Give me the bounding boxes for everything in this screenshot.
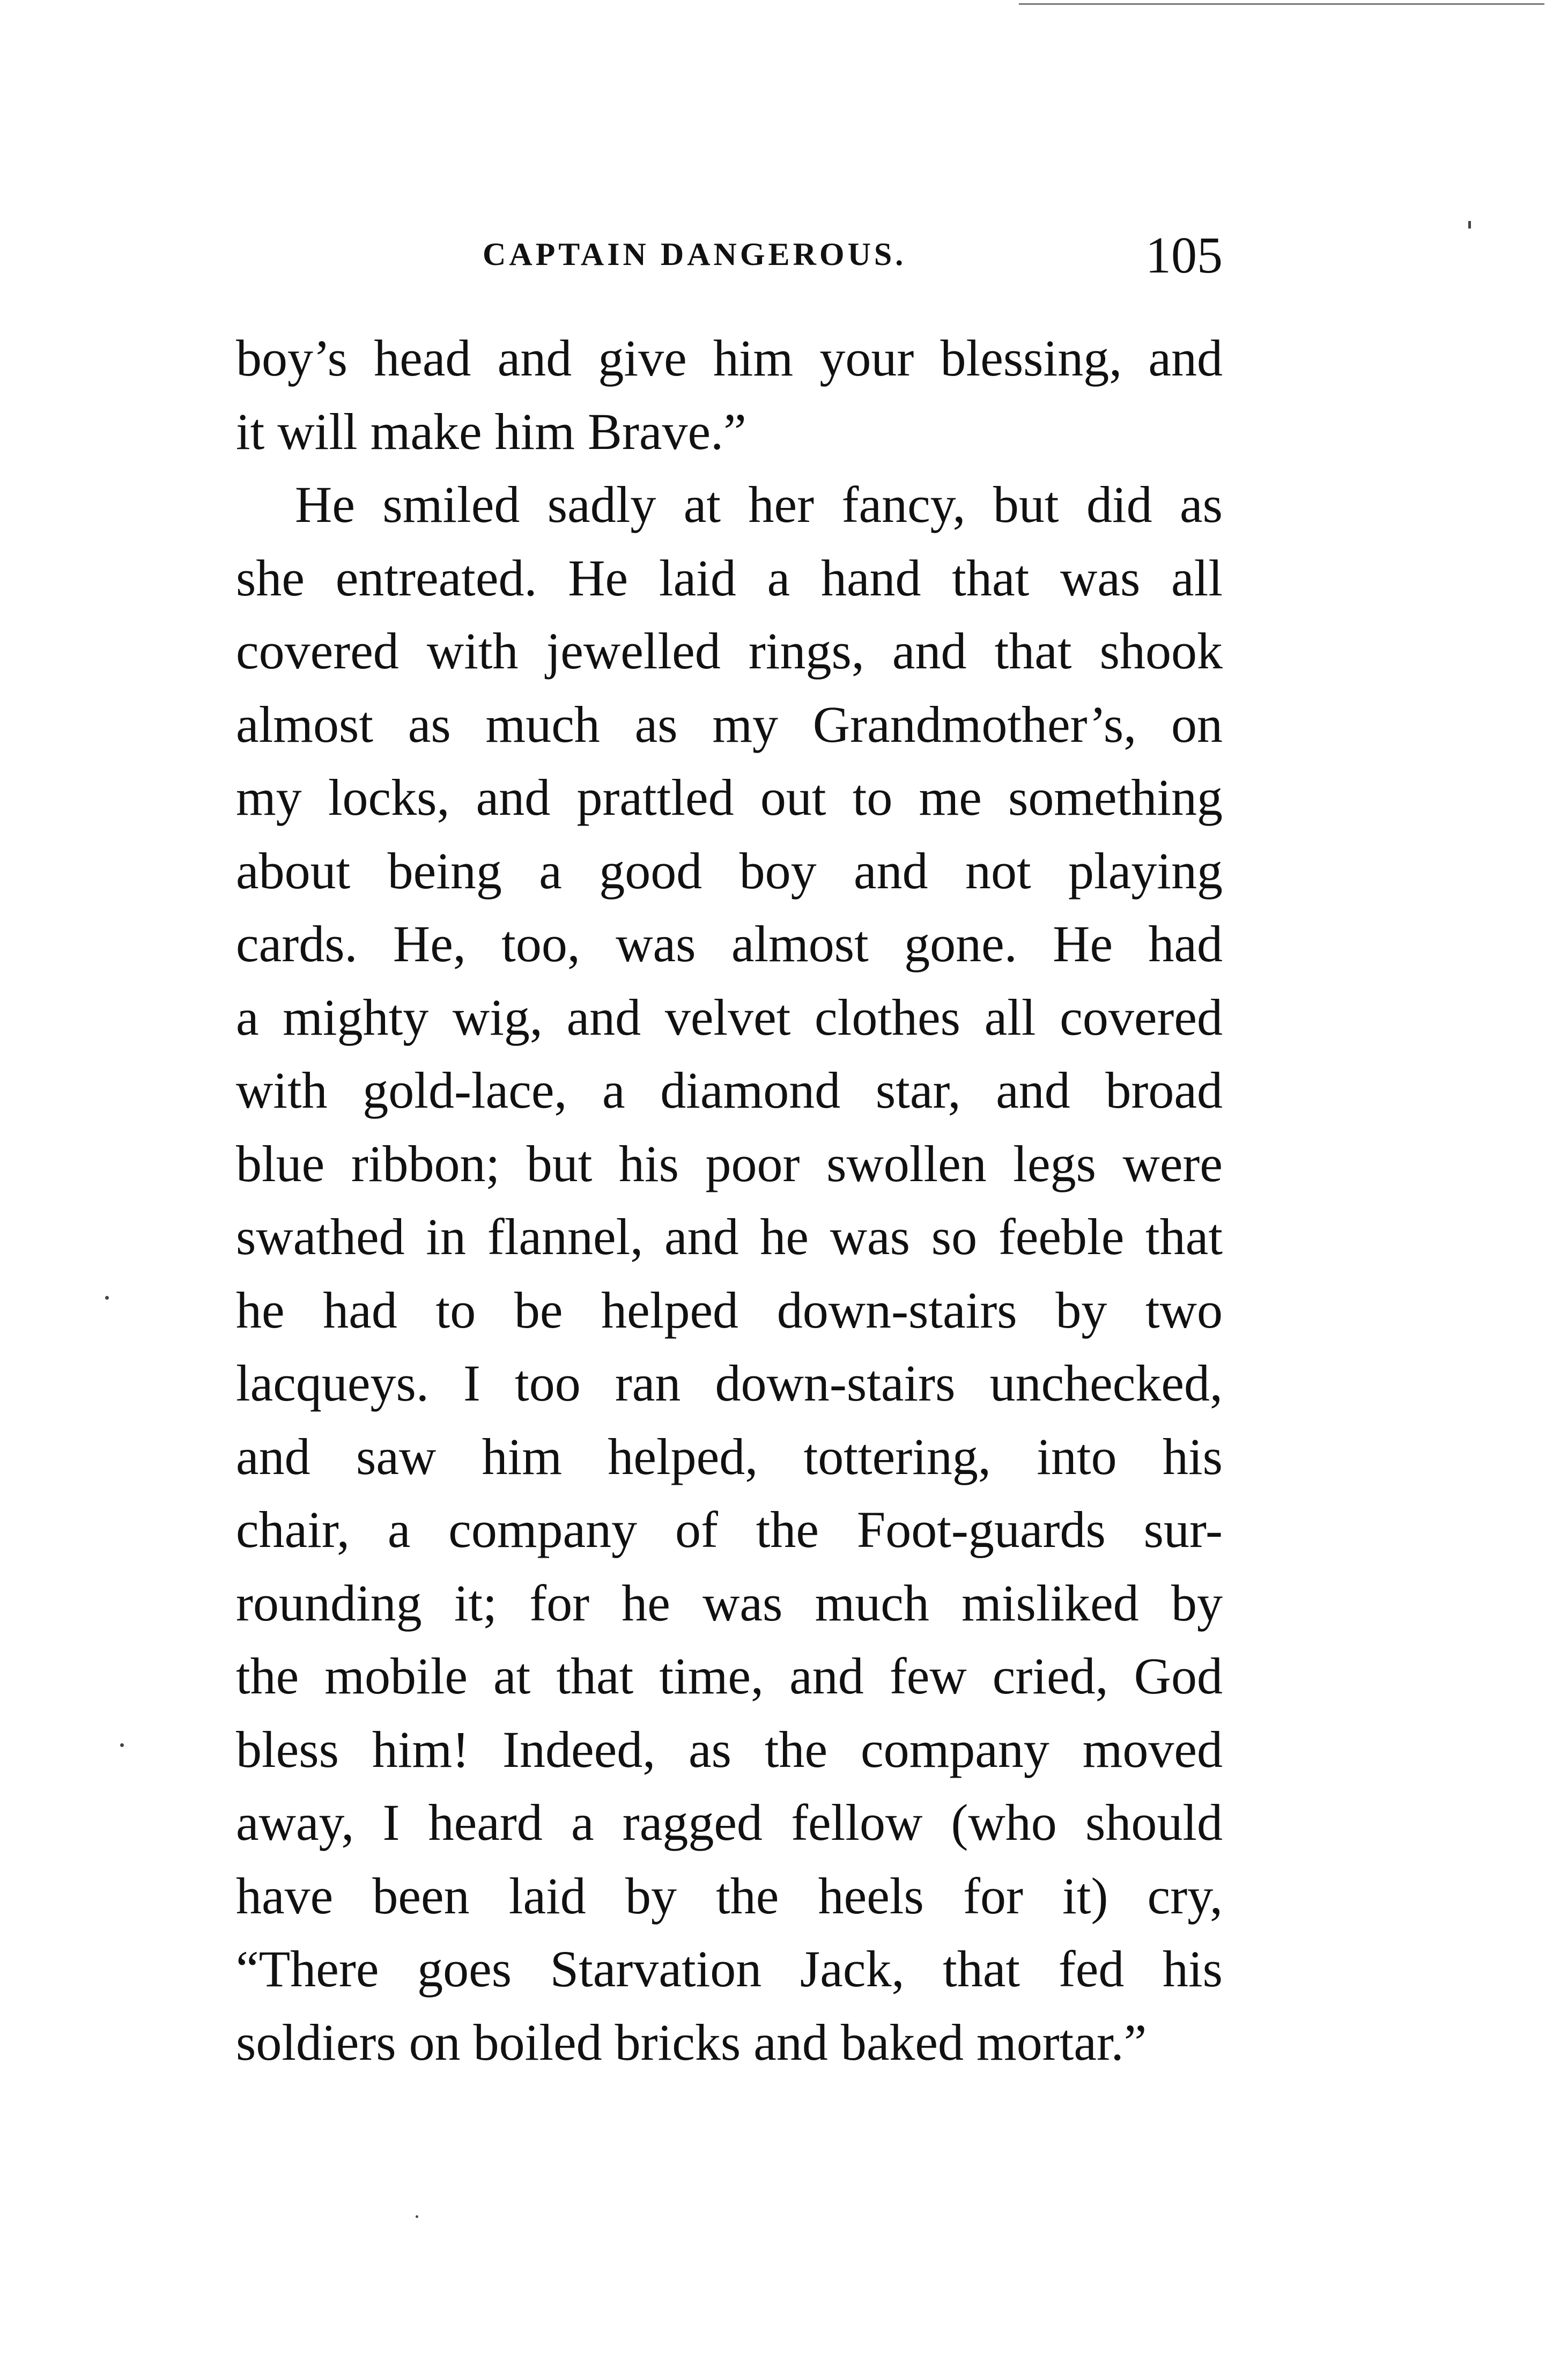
- text-line: bless him! Indeed, as the company moved: [236, 1720, 1223, 1778]
- page-number: 105: [1145, 226, 1223, 284]
- running-head: CAPTAIN DANGEROUS.: [483, 237, 907, 272]
- text-line: rounding it; for he was much misliked by: [236, 1574, 1223, 1632]
- text-line: swathed in flannel, and he was so feeble that: [236, 1208, 1223, 1265]
- text-line: my locks, and prattled out to me something: [236, 769, 1223, 826]
- scan-artifact-right: [1468, 221, 1471, 229]
- text-line: about being a good boy and not playing: [236, 842, 1223, 900]
- text-line: a mighty wig, and velvet clothes all covered: [236, 988, 1223, 1046]
- text-line: she entreated. He laid a hand that was all: [236, 549, 1223, 607]
- text-line: blue ribbon; but his poor swollen legs were: [236, 1134, 1223, 1192]
- text-line: have been laid by the heels for it) cry,: [236, 1867, 1223, 1925]
- text-line: “There goes Starvation Jack, that fed his: [236, 1940, 1223, 1998]
- text-line: boy’s head and give him your blessing, and: [236, 329, 1223, 387]
- text-line: cards. He, too, was almost gone. He had: [236, 915, 1223, 972]
- scan-artifact-dot-1: [105, 1296, 109, 1300]
- page-header: [236, 225, 1223, 290]
- text-line: the mobile at that time, and few cried, God: [236, 1647, 1223, 1705]
- text-line: with gold-lace, a diamond star, and broad: [236, 1062, 1223, 1119]
- scan-artifact-top: [1019, 3, 1544, 5]
- text-line: and saw him helped, tottering, into his: [236, 1427, 1223, 1485]
- text-line: covered with jewelled rings, and that shook: [236, 622, 1223, 680]
- text-line: it will make him Brave.”: [236, 402, 746, 460]
- text-line: lacqueys. I too ran down-stairs unchecked,: [236, 1354, 1223, 1412]
- text-line: chair, a company of the Foot-guards sur-: [236, 1501, 1223, 1558]
- text-line: soldiers on boiled bricks and baked mortar.”: [236, 2013, 1147, 2071]
- text-line: He smiled sadly at her fancy, but did as: [295, 476, 1223, 533]
- scan-artifact-dot-3: [416, 2215, 418, 2218]
- text-line: he had to be helped down-stairs by two: [236, 1281, 1223, 1339]
- text-line: away, I heard a ragged fellow (who should: [236, 1794, 1223, 1851]
- text-line: almost as much as my Grandmother’s, on: [236, 695, 1223, 753]
- scan-artifact-dot-2: [120, 1743, 124, 1747]
- body-text: [236, 322, 1223, 2079]
